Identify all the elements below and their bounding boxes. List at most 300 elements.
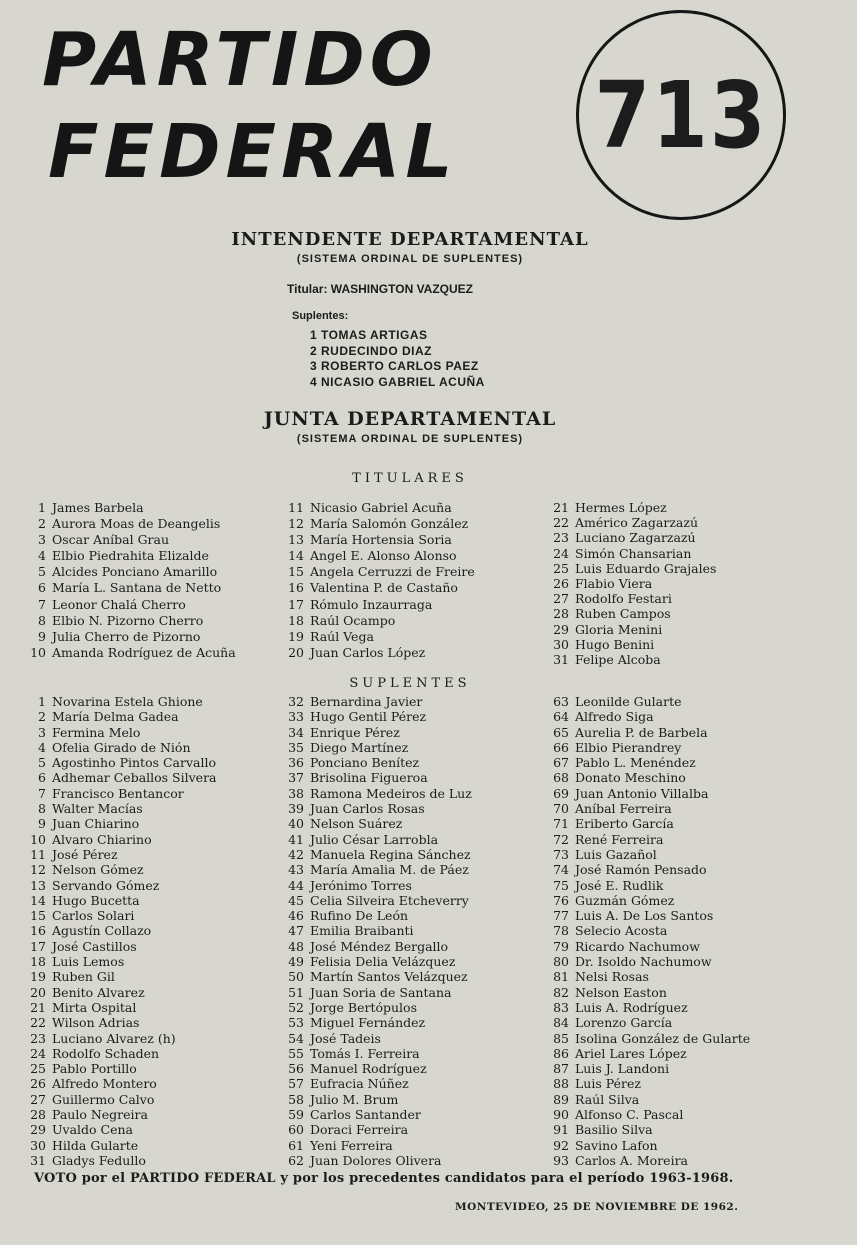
candidate-number: 13 xyxy=(30,877,46,893)
candidate-row xyxy=(280,1031,472,1046)
candidate-name: María Salomón González xyxy=(310,516,469,532)
candidate-name: Elbio Pierandrey xyxy=(575,739,682,755)
candidate-row xyxy=(545,1031,750,1046)
candidate-name: Paulo Negreira xyxy=(52,1107,148,1123)
candidate-number: 8 xyxy=(38,612,46,628)
candidate-name: Aurelia P. de Barbela xyxy=(575,724,708,740)
candidate-row xyxy=(22,862,217,877)
candidate-name: Enrique Pérez xyxy=(310,724,400,740)
candidate-number: 31 xyxy=(30,1152,46,1168)
candidate-row xyxy=(545,908,750,923)
candidate-number: 24 xyxy=(30,1045,46,1061)
candidate-name: Juan Antonio Villalba xyxy=(575,785,709,801)
candidate-number: 8 xyxy=(38,801,46,817)
candidate-row xyxy=(22,847,217,862)
candidate-row xyxy=(280,1061,472,1076)
candidate-row xyxy=(545,1092,750,1107)
candidate-row xyxy=(22,832,217,847)
candidate-name: Luis Gazañol xyxy=(575,846,657,862)
candidate-row xyxy=(545,546,716,561)
candidate-number: 92 xyxy=(553,1137,569,1153)
candidate-name: José Tadeis xyxy=(310,1030,381,1046)
candidate-number: 90 xyxy=(553,1107,569,1123)
candidate-row xyxy=(22,1046,217,1061)
candidate-name: Mirta Ospital xyxy=(52,999,137,1015)
candidate-number: 19 xyxy=(288,628,304,644)
candidate-name: Alfredo Montero xyxy=(52,1076,157,1092)
candidate-number: 1 xyxy=(38,694,46,709)
candidate-number: 22 xyxy=(553,515,569,531)
candidate-name: Jorge Bertópulos xyxy=(310,999,417,1015)
candidate-number: 5 xyxy=(38,564,46,580)
candidate-number: 63 xyxy=(553,694,569,709)
candidate-number: 91 xyxy=(553,1122,569,1138)
candidate-number: 36 xyxy=(288,755,304,771)
candidate-row xyxy=(280,1076,472,1091)
candidate-row xyxy=(280,564,475,580)
candidate-number: 51 xyxy=(288,984,304,1000)
candidate-number: 6 xyxy=(38,770,46,786)
candidate-name: Carlos A. Moreira xyxy=(575,1152,689,1168)
candidate-row xyxy=(22,725,217,740)
candidate-name: Julio César Larrobla xyxy=(310,831,439,847)
candidate-name: Rodolfo Schaden xyxy=(52,1045,160,1061)
candidate-number: 30 xyxy=(30,1137,46,1153)
intendente-suplentes-label: Suplentes: xyxy=(292,310,349,322)
candidate-row xyxy=(22,969,217,984)
candidate-number: 73 xyxy=(553,846,569,862)
candidate-row xyxy=(280,908,472,923)
candidate-name: Amanda Rodríguez de Acuña xyxy=(52,644,236,660)
candidate-name: Juan Dolores Olivera xyxy=(310,1152,442,1168)
candidate-name: Flabio Viera xyxy=(575,575,653,591)
candidate-row xyxy=(22,786,217,801)
list-item: 1 TOMAS ARTIGAS xyxy=(310,328,428,342)
candidate-row xyxy=(280,516,475,532)
candidate-name: Yeni Ferreira xyxy=(310,1137,393,1153)
candidate-number: 27 xyxy=(553,591,569,607)
candidate-number: 7 xyxy=(38,785,46,801)
candidate-name: Jerónimo Torres xyxy=(310,877,412,893)
party-title xyxy=(42,14,457,198)
candidate-number: 86 xyxy=(553,1045,569,1061)
candidate-row xyxy=(22,548,236,564)
candidate-number: 50 xyxy=(288,969,304,985)
candidate-number: 14 xyxy=(30,892,46,908)
candidate-number: 42 xyxy=(288,846,304,862)
candidate-name: Adhemar Ceballos Silvera xyxy=(52,770,217,786)
candidate-row xyxy=(280,548,475,564)
candidate-name: Simón Chansarian xyxy=(575,545,692,561)
candidate-number: 4 xyxy=(38,739,46,755)
candidate-number: 2 xyxy=(38,516,46,532)
candidate-name: Juan Soria de Santana xyxy=(310,984,452,1000)
candidate-row xyxy=(22,923,217,938)
candidate-number: 10 xyxy=(30,831,46,847)
candidate-number: 35 xyxy=(288,739,304,755)
candidate-row xyxy=(22,532,236,548)
candidate-name: Luis Pérez xyxy=(575,1076,641,1092)
candidate-row xyxy=(280,1015,472,1030)
candidate-number: 26 xyxy=(30,1076,46,1092)
candidate-number: 34 xyxy=(288,724,304,740)
candidate-name: Benito Alvarez xyxy=(52,984,145,1000)
candidate-number: 68 xyxy=(553,770,569,786)
candidate-name: James Barbela xyxy=(52,500,144,515)
candidate-name: Guillermo Calvo xyxy=(52,1091,155,1107)
candidate-number: 52 xyxy=(288,999,304,1015)
candidate-name: Aurora Moas de Deangelis xyxy=(52,516,221,532)
candidate-row xyxy=(280,597,475,613)
list-item: 2 RUDECINDO DIAZ xyxy=(310,343,433,358)
candidate-row xyxy=(22,1107,217,1122)
suplentes-column-1 xyxy=(22,694,217,1168)
candidate-number: 29 xyxy=(553,621,569,637)
candidate-name: Américo Zagarzazú xyxy=(575,515,698,531)
candidate-row xyxy=(22,755,217,770)
candidate-name: María Delma Gadea xyxy=(52,709,179,725)
candidate-number: 61 xyxy=(288,1137,304,1153)
candidate-row xyxy=(22,500,236,516)
candidate-name: Bernardina Javier xyxy=(310,694,423,709)
candidate-number: 37 xyxy=(288,770,304,786)
candidate-row xyxy=(22,770,217,785)
candidate-row xyxy=(545,530,716,545)
candidate-name: Gloria Menini xyxy=(575,621,663,637)
candidate-name: Wilson Adrias xyxy=(52,1015,140,1031)
candidate-row xyxy=(280,1107,472,1122)
candidate-name: José Castillos xyxy=(52,938,137,954)
candidate-number: 79 xyxy=(553,938,569,954)
candidate-row xyxy=(280,816,472,831)
candidate-number: 9 xyxy=(38,816,46,832)
candidate-row xyxy=(545,725,750,740)
candidate-number: 3 xyxy=(38,532,46,548)
junta-heading: JUNTA DEPARTAMENTAL xyxy=(263,408,557,430)
candidate-row xyxy=(22,740,217,755)
candidate-number: 45 xyxy=(288,892,304,908)
candidate-row xyxy=(545,500,716,515)
candidate-number: 16 xyxy=(288,580,304,596)
candidate-row xyxy=(22,1000,217,1015)
candidate-name: Alcides Ponciano Amarillo xyxy=(52,564,218,580)
candidate-number: 59 xyxy=(288,1107,304,1123)
candidate-name: Rómulo Inzaurraga xyxy=(310,596,433,612)
candidate-row xyxy=(545,576,716,591)
candidate-name: José Pérez xyxy=(52,846,118,862)
candidate-name: Tomás I. Ferreira xyxy=(310,1045,420,1061)
candidate-row xyxy=(545,801,750,816)
candidate-number: 28 xyxy=(553,606,569,622)
candidate-number: 25 xyxy=(30,1061,46,1077)
candidate-name: María Amalia M. de Páez xyxy=(310,862,469,878)
candidate-name: Agustín Collazo xyxy=(52,923,152,939)
intendente-suplentes-list xyxy=(310,328,485,390)
candidate-row xyxy=(280,709,472,724)
candidate-name: Brisolina Figueroa xyxy=(310,770,428,786)
intendente-titular: Titular: WASHINGTON VAZQUEZ xyxy=(287,282,474,296)
candidate-name: Hugo Bucetta xyxy=(52,892,140,908)
candidate-number: 69 xyxy=(553,785,569,801)
candidate-row xyxy=(545,694,750,709)
candidate-number: 66 xyxy=(553,739,569,755)
candidate-row xyxy=(280,770,472,785)
candidate-row xyxy=(280,939,472,954)
candidate-name: Pablo L. Menéndez xyxy=(575,755,696,771)
candidate-name: Luis A. De Los Santos xyxy=(575,908,714,924)
candidate-name: Nelson Suárez xyxy=(310,816,403,832)
candidate-number: 23 xyxy=(553,530,569,546)
candidate-row xyxy=(545,939,750,954)
candidate-name: Martín Santos Velázquez xyxy=(310,969,468,985)
candidate-number: 18 xyxy=(30,954,46,970)
candidate-row xyxy=(545,878,750,893)
candidate-name: Hugo Gentil Pérez xyxy=(310,709,427,725)
candidate-name: Rodolfo Festari xyxy=(575,591,672,607)
candidate-name: Leonor Chalá Cherro xyxy=(52,596,186,612)
candidate-name: Angela Cerruzzi de Freire xyxy=(310,564,475,580)
candidate-name: Felipe Alcoba xyxy=(575,651,661,667)
candidate-row xyxy=(280,1000,472,1015)
candidate-number: 3 xyxy=(38,724,46,740)
suplentes-label: SUPLENTES xyxy=(349,676,471,691)
candidate-name: Juan Chiarino xyxy=(52,816,140,832)
candidate-row xyxy=(22,613,236,629)
list-number: 713 xyxy=(594,61,768,169)
titulares-column-3 xyxy=(545,500,716,667)
candidate-row xyxy=(280,580,475,596)
candidate-row xyxy=(545,893,750,908)
candidate-row xyxy=(545,1122,750,1137)
party-title-line2: FEDERAL xyxy=(48,109,458,195)
candidate-number: 88 xyxy=(553,1076,569,1092)
candidate-row xyxy=(545,652,716,667)
candidate-number: 30 xyxy=(553,636,569,652)
candidate-row xyxy=(22,709,217,724)
candidate-name: Juan Carlos López xyxy=(310,644,426,660)
candidate-number: 2 xyxy=(38,709,46,725)
candidate-name: Ponciano Benítez xyxy=(310,755,420,771)
candidate-number: 38 xyxy=(288,785,304,801)
candidate-number: 65 xyxy=(553,724,569,740)
list-number-badge xyxy=(576,10,786,220)
candidate-number: 60 xyxy=(288,1122,304,1138)
candidate-number: 74 xyxy=(553,862,569,878)
candidate-number: 13 xyxy=(288,532,304,548)
candidate-row xyxy=(22,1061,217,1076)
candidate-number: 20 xyxy=(288,644,304,660)
candidate-row xyxy=(280,1046,472,1061)
candidate-row xyxy=(22,694,217,709)
candidate-name: Ramona Medeiros de Luz xyxy=(310,785,472,801)
candidate-number: 75 xyxy=(553,877,569,893)
candidate-name: José Méndez Bergallo xyxy=(310,938,449,954)
candidate-row xyxy=(22,580,236,596)
candidate-name: Alvaro Chiarino xyxy=(52,831,152,847)
candidate-number: 22 xyxy=(30,1015,46,1031)
candidate-name: Uvaldo Cena xyxy=(52,1122,134,1138)
list-item: 4 NICASIO GABRIEL ACUÑA xyxy=(310,374,485,389)
candidate-name: Angel E. Alonso Alonso xyxy=(310,548,457,564)
candidate-name: René Ferreira xyxy=(575,831,664,847)
candidate-row xyxy=(545,606,716,621)
candidate-number: 44 xyxy=(288,877,304,893)
candidate-number: 17 xyxy=(288,596,304,612)
candidate-name: Juan Carlos Rosas xyxy=(310,801,425,817)
candidate-number: 62 xyxy=(288,1152,304,1168)
vote-statement: VOTO por el PARTIDO FEDERAL y por los precedentes candidatos para el período 1963-1968. xyxy=(34,1171,734,1186)
candidate-number: 16 xyxy=(30,923,46,939)
candidate-row xyxy=(22,878,217,893)
candidate-row xyxy=(545,1138,750,1153)
candidate-name: Eufracia Núñez xyxy=(310,1076,409,1092)
candidate-name: Oscar Aníbal Grau xyxy=(52,532,170,548)
candidate-number: 80 xyxy=(553,954,569,970)
candidate-row xyxy=(280,694,472,709)
candidate-row xyxy=(22,1153,217,1168)
candidate-row xyxy=(22,1138,217,1153)
candidate-row xyxy=(545,1000,750,1015)
candidate-name: Diego Martínez xyxy=(310,739,409,755)
candidate-row xyxy=(22,1076,217,1091)
candidate-name: Donato Meschino xyxy=(575,770,686,786)
candidate-name: Selecio Acosta xyxy=(575,923,668,939)
candidate-number: 15 xyxy=(30,908,46,924)
candidate-number: 28 xyxy=(30,1107,46,1123)
candidate-number: 39 xyxy=(288,801,304,817)
candidate-row xyxy=(545,637,716,652)
candidate-number: 78 xyxy=(553,923,569,939)
party-title-line1: PARTIDO xyxy=(42,17,438,103)
candidate-row xyxy=(545,561,716,576)
candidate-row xyxy=(280,613,475,629)
candidate-name: Agostinho Pintos Carvallo xyxy=(52,755,217,771)
candidate-number: 18 xyxy=(288,612,304,628)
candidate-number: 77 xyxy=(553,908,569,924)
candidate-row xyxy=(280,725,472,740)
candidate-row xyxy=(280,801,472,816)
list-item: 3 ROBERTO CARLOS PAEZ xyxy=(310,359,479,373)
candidate-row xyxy=(22,629,236,645)
candidate-name: Felisia Delia Velázquez xyxy=(310,954,456,970)
candidate-row xyxy=(545,740,750,755)
candidate-number: 15 xyxy=(288,564,304,580)
candidate-name: Raúl Silva xyxy=(575,1091,640,1107)
candidate-name: Carlos Solari xyxy=(52,908,135,924)
candidate-number: 12 xyxy=(30,862,46,878)
candidate-row xyxy=(280,862,472,877)
candidate-row xyxy=(545,515,716,530)
candidate-number: 40 xyxy=(288,816,304,832)
candidate-number: 33 xyxy=(288,709,304,725)
candidate-number: 81 xyxy=(553,969,569,985)
candidate-number: 93 xyxy=(553,1152,569,1168)
candidate-name: José E. Rudlik xyxy=(575,877,664,893)
candidate-name: Luis Eduardo Grajales xyxy=(575,560,717,576)
candidate-name: Servando Gómez xyxy=(52,877,160,893)
candidate-number: 48 xyxy=(288,938,304,954)
candidate-row xyxy=(22,908,217,923)
candidate-row xyxy=(22,816,217,831)
candidate-name: María L. Santana de Netto xyxy=(52,580,222,596)
candidate-name: Manuela Regina Sánchez xyxy=(310,846,471,862)
candidate-row xyxy=(545,1076,750,1091)
candidate-number: 24 xyxy=(553,545,569,561)
candidate-row xyxy=(280,645,475,661)
candidate-number: 57 xyxy=(288,1076,304,1092)
candidate-name: Hilda Gularte xyxy=(52,1137,139,1153)
candidate-row xyxy=(22,1015,217,1030)
date-line: MONTEVIDEO, 25 DE NOVIEMBRE DE 1962. xyxy=(455,1201,739,1213)
candidate-number: 41 xyxy=(288,831,304,847)
candidate-number: 9 xyxy=(38,628,46,644)
candidate-row xyxy=(545,786,750,801)
candidate-number: 85 xyxy=(553,1030,569,1046)
candidate-name: Nelson Gómez xyxy=(52,862,144,878)
candidate-name: Julio M. Brum xyxy=(310,1091,399,1107)
candidate-number: 56 xyxy=(288,1061,304,1077)
candidate-row xyxy=(545,622,716,637)
candidate-number: 64 xyxy=(553,709,569,725)
candidate-name: Gladys Fedullo xyxy=(52,1152,146,1168)
candidate-row xyxy=(545,709,750,724)
candidate-name: Alfredo Siga xyxy=(575,709,654,725)
candidate-number: 26 xyxy=(553,575,569,591)
candidate-row xyxy=(22,1092,217,1107)
candidate-row xyxy=(545,1153,750,1168)
candidate-number: 46 xyxy=(288,908,304,924)
candidate-row xyxy=(280,1153,472,1168)
candidate-name: Aníbal Ferreira xyxy=(575,801,672,817)
candidate-row xyxy=(280,847,472,862)
candidate-name: Miguel Fernández xyxy=(310,1015,426,1031)
candidate-row xyxy=(280,629,475,645)
candidate-number: 10 xyxy=(30,644,46,660)
candidate-name: Hermes López xyxy=(575,500,667,515)
candidate-row xyxy=(22,939,217,954)
candidate-name: Nicasio Gabriel Acuña xyxy=(310,500,452,515)
candidate-number: 82 xyxy=(553,984,569,1000)
candidate-row xyxy=(545,862,750,877)
candidate-number: 11 xyxy=(288,500,304,515)
candidate-row xyxy=(22,516,236,532)
candidate-name: Carlos Santander xyxy=(310,1107,421,1123)
candidate-name: Elbio Piedrahita Elizalde xyxy=(52,548,209,564)
candidate-name: Manuel Rodríguez xyxy=(310,1061,427,1077)
candidate-name: Luciano Alvarez (h) xyxy=(52,1030,176,1046)
candidate-name: Valentina P. de Castaño xyxy=(310,580,458,596)
candidate-number: 49 xyxy=(288,954,304,970)
intendente-heading: INTENDENTE DEPARTAMENTAL xyxy=(231,229,589,250)
candidate-row xyxy=(280,1138,472,1153)
candidate-row xyxy=(280,1092,472,1107)
candidate-name: Novarina Estela Ghione xyxy=(52,694,203,709)
candidate-number: 54 xyxy=(288,1030,304,1046)
candidate-number: 87 xyxy=(553,1061,569,1077)
candidate-row xyxy=(545,847,750,862)
candidate-number: 27 xyxy=(30,1091,46,1107)
candidate-name: Raúl Vega xyxy=(310,628,374,644)
candidate-number: 72 xyxy=(553,831,569,847)
candidate-name: Luis Lemos xyxy=(52,954,125,970)
candidate-row xyxy=(545,1107,750,1122)
candidate-row xyxy=(22,1122,217,1137)
candidate-number: 12 xyxy=(288,516,304,532)
candidate-number: 11 xyxy=(30,846,46,862)
candidate-number: 31 xyxy=(553,651,569,667)
candidate-row xyxy=(280,832,472,847)
candidate-name: Leonilde Gularte xyxy=(575,694,682,709)
